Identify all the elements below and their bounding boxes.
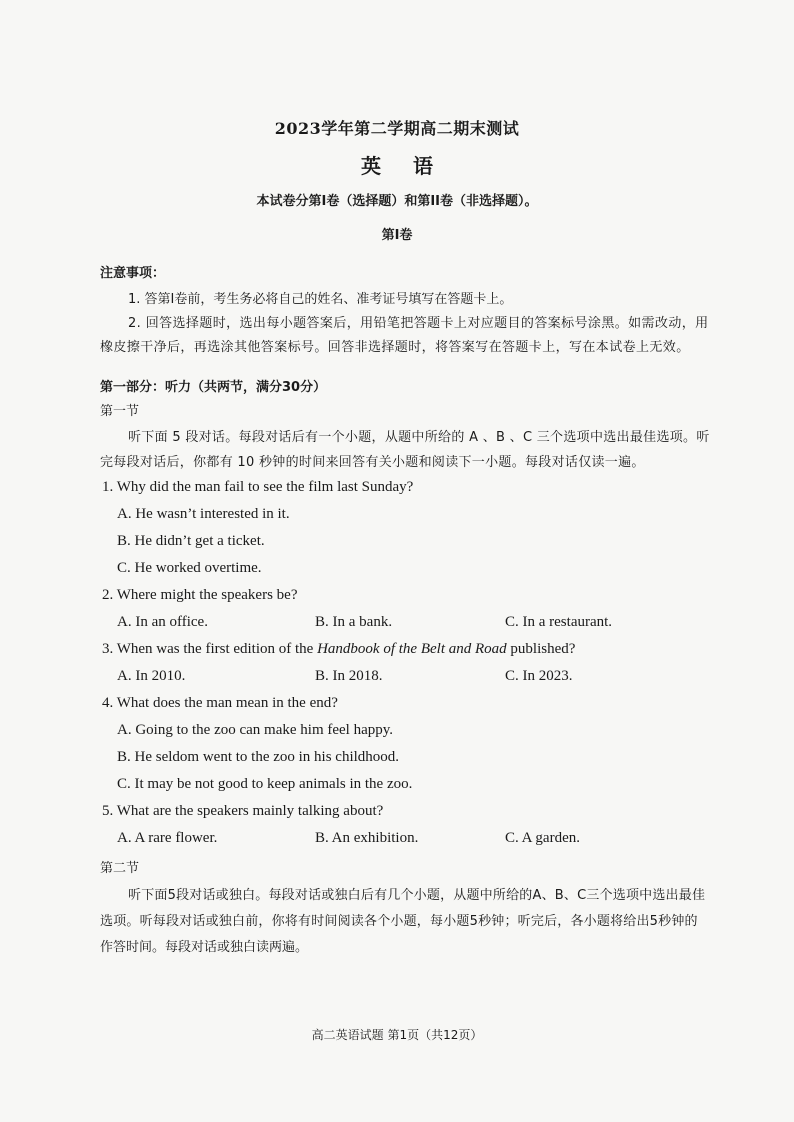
section2-instruction: 作答时间。每段对话或独白读两遍。 <box>100 940 309 955</box>
question-option: A. In an office. <box>117 614 208 630</box>
question-option: A. A rare flower. <box>117 830 218 846</box>
question-option: B. He didn’t get a ticket. <box>117 533 265 549</box>
question-stem: 5. What are the speakers mainly talking about? <box>102 803 384 819</box>
section2-instruction: 听下面5段对话或独白。每段对话或独白后有几个小题，从题中所给的A、B、C三个选项中选出最佳 <box>128 888 706 903</box>
page-footer: 高二英语试题 第1页（共12页） <box>311 1028 483 1042</box>
stem-suffix: published? <box>506 641 576 657</box>
volume-heading: 第I卷 <box>381 228 413 243</box>
question-option: B. An exhibition. <box>315 830 419 846</box>
note-item: 橡皮擦干净后，再选涂其他答案标号。回答非选择题时，将答案写在答题卡上，写在本试卷上无效。 <box>100 340 690 355</box>
question-stem: 2. Where might the speakers be? <box>102 587 298 603</box>
section2-instruction: 选项。听每段对话或独白前，你将有时间阅读各个小题，每小题5秒钟；听完后，各小题将给出5秒钟的 <box>100 914 698 929</box>
question-option: C. He worked overtime. <box>117 560 262 576</box>
subject-title: 英语 <box>361 154 465 178</box>
question-option: B. In 2018. <box>315 668 383 684</box>
note-item: 2. 回答选择题时，选出每小题答案后，用铅笔把答题卡上对应题目的答案标号涂黑。如需改动，用 <box>128 316 709 331</box>
part1-heading: 第一部分：听力（共两节，满分30分） <box>100 380 327 395</box>
exam-title: 2023学年第二学期高二期末测试 <box>274 119 520 138</box>
note-item: 1. 答第I卷前，考生务必将自己的姓名、准考证号填写在答题卡上。 <box>128 292 513 307</box>
paper-composition: 本试卷分第I卷（选择题）和第II卷（非选择题）。 <box>256 194 538 209</box>
question-stem <box>102 641 575 658</box>
question-stem: 1. Why did the man fail to see the film last Sunday? <box>102 479 414 495</box>
section1-instruction: 完每段对话后，你都有 10 秒钟的时间来回答有关小题和阅读下一小题。每段对话仅读一遍。 <box>100 455 645 470</box>
question-option: C. A garden. <box>505 830 580 846</box>
question-option: A. He wasn’t interested in it. <box>117 506 290 522</box>
question-option: C. In a restaurant. <box>505 614 613 630</box>
book-title: Handbook of the Belt and Road <box>317 641 507 657</box>
question-option: B. In a bank. <box>315 614 393 630</box>
section1-label: 第一节 <box>100 404 140 419</box>
question-option: B. He seldom went to the zoo in his childhood. <box>117 749 400 765</box>
notes-heading: 注意事项： <box>100 266 166 281</box>
stem-prefix: 3. When was the first edition of the <box>102 641 318 657</box>
question-stem: 4. What does the man mean in the end? <box>102 695 338 711</box>
section1-instruction: 听下面 5 段对话。每段对话后有一个小题，从题中所给的 A 、B 、C 三个选项中选出最佳选项。听 <box>128 430 710 445</box>
question-option: C. In 2023. <box>505 668 573 684</box>
question-option: C. It may be not good to keep animals in the zoo. <box>117 776 413 792</box>
question-option: A. In 2010. <box>117 668 186 684</box>
question-option: A. Going to the zoo can make him feel happy. <box>117 722 394 738</box>
section2-label: 第二节 <box>100 861 140 876</box>
